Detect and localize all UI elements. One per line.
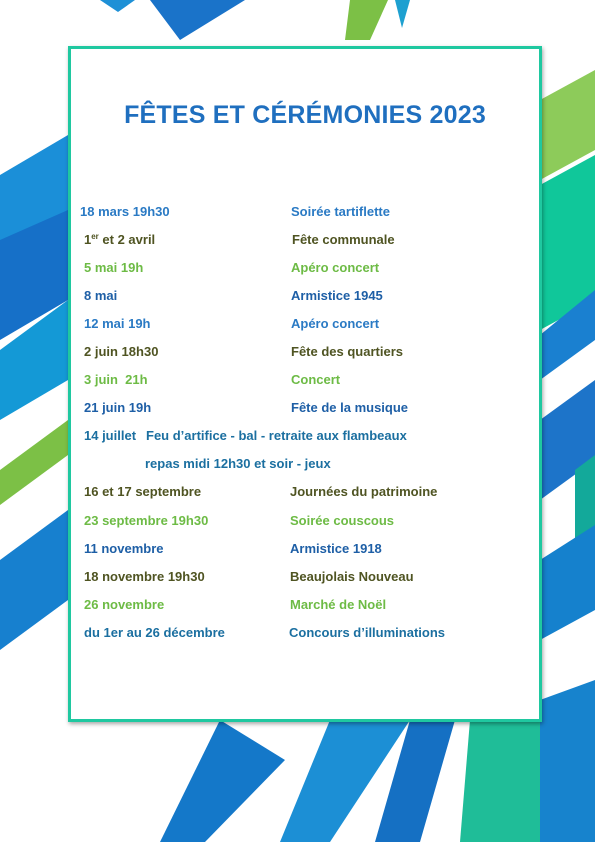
event-label: Fête communale (292, 232, 395, 247)
stripe-shape (540, 680, 595, 842)
event-label: Fête des quartiers (291, 344, 403, 359)
event-label: Feu d’artifice - bal - retraite aux flambeaux (146, 428, 407, 443)
event-date: 18 mars 19h30 (80, 204, 170, 219)
event-date: 3 juin 21h (84, 372, 148, 387)
event-date: 21 juin 19h (84, 400, 152, 415)
event-label-line2: repas midi 12h30 et soir - jeux (145, 456, 331, 471)
stripe-shape (160, 720, 285, 842)
event-label: Armistice 1918 (290, 541, 382, 556)
event-label: Apéro concert (291, 260, 380, 275)
stripe-shape (100, 0, 135, 12)
stripe-shape (0, 420, 68, 505)
event-date: 26 novembre (84, 597, 165, 612)
event-label: Armistice 1945 (291, 288, 383, 303)
stripe-shape (395, 0, 410, 28)
event-date: 11 novembre (84, 541, 164, 556)
stripe-shape (540, 525, 595, 640)
stripe-shape (0, 510, 68, 650)
page-title: FÊTES ET CÉRÉMONIES 2023 (124, 101, 486, 129)
event-label: Concours d’illuminations (289, 625, 446, 640)
event-date: 16 et 17 septembre (84, 484, 202, 499)
event-date: 23 septembre 19h30 (84, 513, 209, 528)
event-date: du 1er au 26 décembre (84, 625, 225, 640)
stripe-shape (345, 0, 388, 40)
event-label: Journées du patrimoine (290, 484, 438, 499)
stripe-shape (460, 720, 540, 842)
event-label: Fête de la musique (291, 400, 409, 415)
event-date: 5 mai 19h (84, 260, 144, 275)
event-date: 8 mai (84, 288, 118, 303)
event-label: Beaujolais Nouveau (290, 569, 414, 584)
event-label: Soirée couscous (290, 513, 395, 528)
event-date: 18 novembre 19h30 (84, 569, 205, 584)
event-label: Soirée tartiflette (291, 204, 390, 219)
event-label: Marché de Noël (290, 597, 387, 612)
event-date: 2 juin 18h30 (84, 344, 159, 359)
stripe-shape (150, 0, 245, 40)
event-date: 14 juillet (84, 428, 137, 443)
event-date: 12 mai 19h (84, 316, 151, 331)
event-date: 1er et 2 avril (84, 232, 156, 247)
event-label: Apéro concert (291, 316, 380, 331)
event-label: Concert (291, 372, 341, 387)
